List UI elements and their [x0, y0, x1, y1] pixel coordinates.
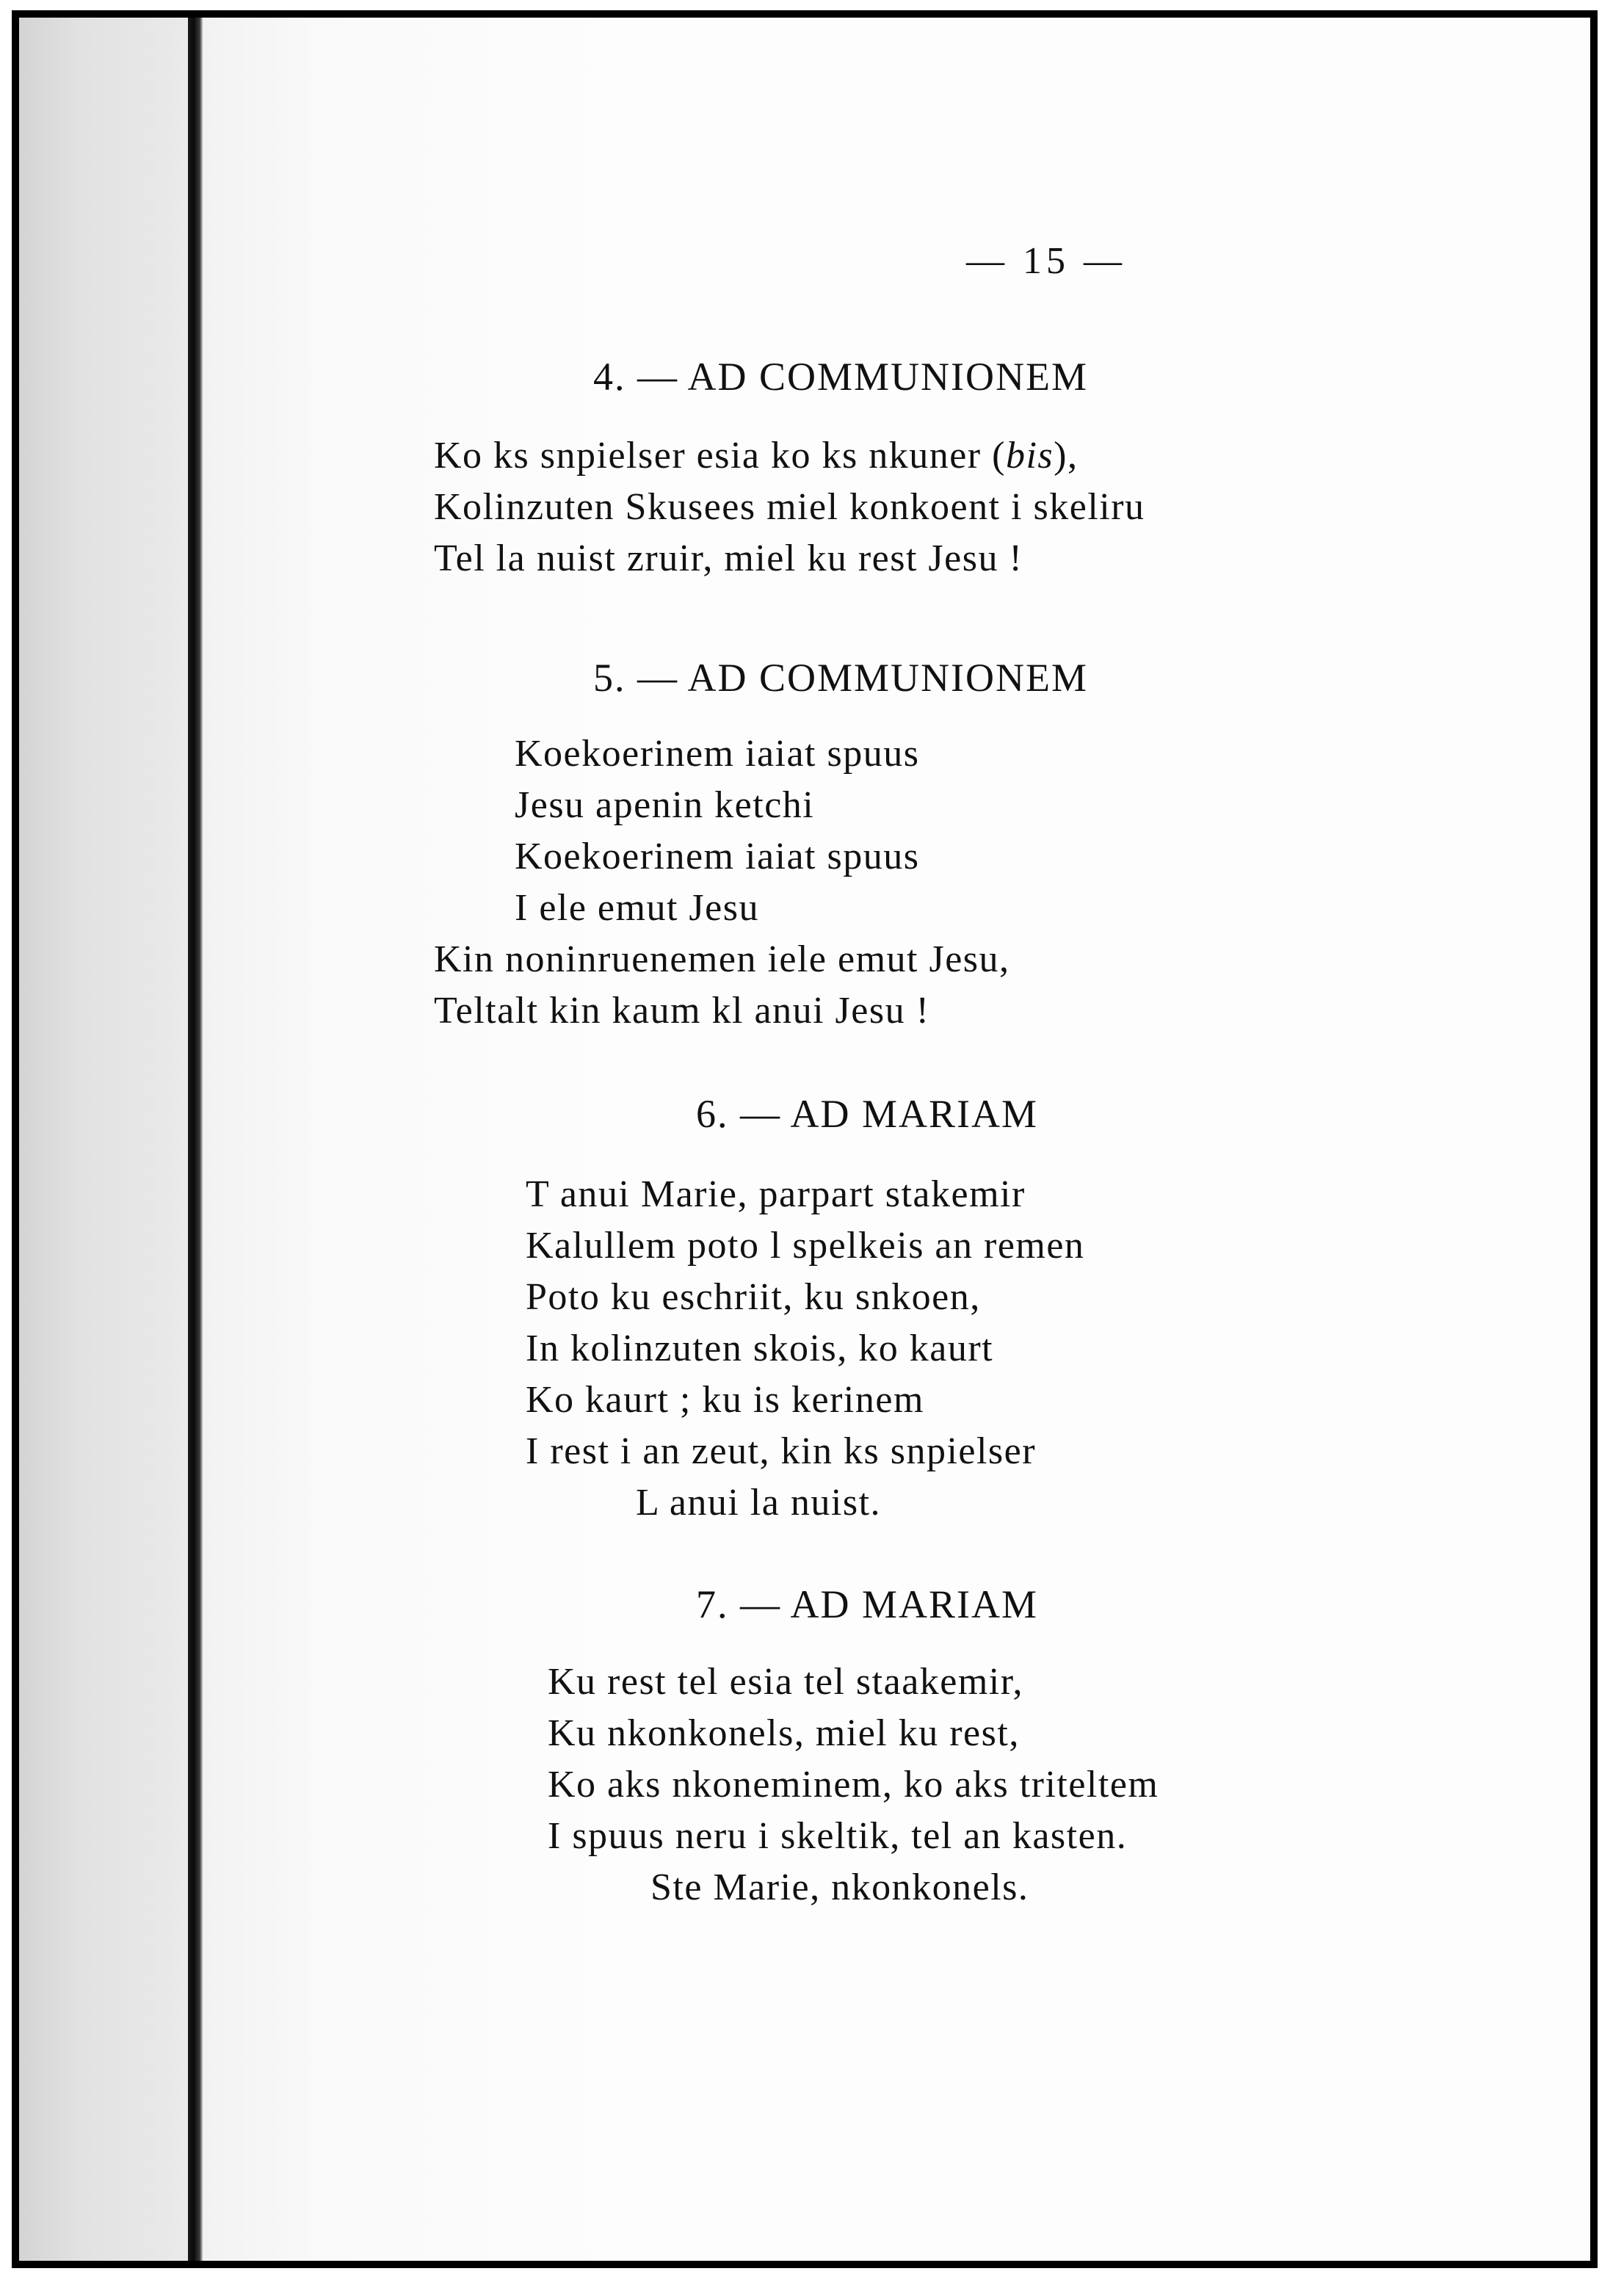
verse-line-text: Ko ks snpielser esia ko ks nkuner ( [434, 435, 1006, 477]
verse-block [434, 728, 1010, 1037]
section-heading: 5. — AD COMMUNIONEM [593, 656, 1089, 700]
page-frame [12, 10, 1598, 2268]
verse-line: Kalullem poto l spelkeis an remen [526, 1225, 1085, 1267]
verse-block [434, 430, 1145, 584]
verse-line: Ku nkonkonels, miel ku rest, [548, 1712, 1020, 1754]
verse-line: Kin noninruenemen iele emut Jesu, [434, 938, 1010, 980]
verse-line: Teltalt kin kaum kl anui Jesu ! [434, 990, 930, 1032]
verse-line-text: ), [1054, 435, 1079, 477]
binding-gutter [19, 18, 203, 2261]
section-heading: 6. — AD MARIAM [696, 1092, 1039, 1136]
verse-line: Koekoerinem iaiat spuus [515, 836, 920, 877]
verse-line: Ste Marie, nkonkonels. [650, 1866, 1029, 1908]
book-page [203, 18, 1590, 2261]
verse-line: Kolinzuten Skusees miel konkoent i skeliru [434, 486, 1145, 528]
verse-line: In kolinzuten skois, ko kaurt [526, 1328, 994, 1369]
verse-line: Tel la nuist zruir, miel ku rest Jesu ! [434, 537, 1023, 579]
verse-line [434, 430, 1145, 482]
verse-line: Jesu apenin ketchi [515, 784, 815, 826]
verse-line: L anui la nuist. [636, 1482, 882, 1524]
verse-line: Ku rest tel esia tel staakemir, [548, 1661, 1023, 1703]
verse-line: Koekoerinem iaiat spuus [515, 733, 920, 775]
verse-line: Ko kaurt ; ku is kerinem [526, 1379, 924, 1421]
verse-line: Ko aks nkoneminem, ko aks triteltem [548, 1764, 1159, 1806]
page-number: — 15 — [966, 240, 1126, 282]
section-heading: 7. — AD MARIAM [696, 1582, 1039, 1626]
binding-spine [188, 18, 203, 2261]
verse-line: I ele emut Jesu [515, 887, 759, 929]
verse-block [526, 1169, 1084, 1529]
verse-block [548, 1656, 1159, 1913]
verse-line: Poto ku eschriit, ku snkoen, [526, 1276, 981, 1318]
verse-line: T anui Marie, parpart stakemir [526, 1173, 1026, 1215]
verse-line: I spuus neru i skeltik, tel an kasten. [548, 1815, 1128, 1857]
section-heading: 4. — AD COMMUNIONEM [593, 355, 1089, 399]
verse-line-italic: bis [1005, 435, 1054, 477]
verse-line: I rest i an zeut, kin ks snpielser [526, 1430, 1037, 1472]
